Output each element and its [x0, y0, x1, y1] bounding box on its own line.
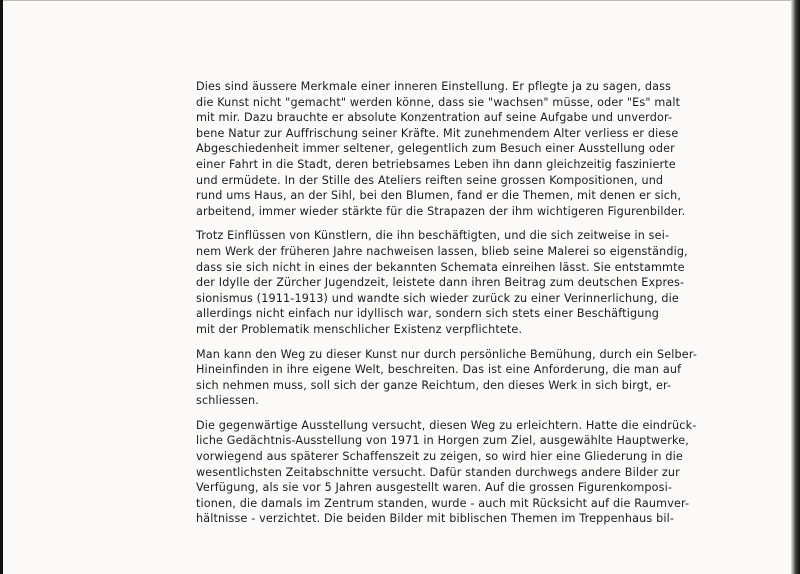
text-line: die Kunst nicht "gemacht" werden könne, dass sie "wachsen" müsse, oder "Es" malt [196, 95, 681, 109]
paragraph-4 [196, 418, 756, 527]
text-line: dass sie sich nicht in eines der bekannten Schemata einreihen lässt. Sie entstammte [196, 260, 685, 274]
text-line: sich nehmen muss, soll sich der ganze Reichtum, den dieses Werk in sich birgt, er- [196, 378, 672, 392]
paragraph-2 [196, 228, 756, 337]
text-line: Trotz Einflüssen von Künstlern, die ihn beschäftigten, und die sich zeitweise in sei- [196, 229, 670, 243]
text-line: Verfügung, als sie vor 5 Jahren ausgestellt waren. Auf die grossen Figurenkomposi- [196, 481, 673, 495]
text-line: arbeitend, immer wieder stärkte für die Strapazen der ihm wichtigeren Figurenbilder. [196, 204, 686, 218]
text-line: bene Natur zur Auffrischung seiner Kräfte. Mit zunehmendem Alter verliess er diese [196, 126, 679, 140]
text-line: Abgeschiedenheit immer seltener, gelegentlich zum Besuch einer Ausstellung oder [196, 142, 675, 156]
text-line: rund ums Haus, an der Sihl, bei den Blumen, fand er die Themen, mit denen er sich, [196, 189, 682, 203]
text-line: vorwiegend aus späterer Schaffenszeit zu zeigen, so wird hier eine Gliederung in die [196, 450, 683, 464]
text-line: einer Fahrt in die Stadt, deren betriebsames Leben ihn dann gleichzeitig faszinierte [196, 157, 676, 171]
paragraph-3 [196, 347, 756, 409]
text-line: mit der Problematik menschlicher Existenz verpflichtete. [196, 322, 523, 336]
text-line: Man kann den Weg zu dieser Kunst nur durch persönliche Bemühung, durch ein Selber- [196, 347, 698, 361]
text-line: der Idylle der Zürcher Jugendzeit, leistete dann ihren Beitrag zum deutschen Expres- [196, 276, 685, 290]
page-right-edge [791, 0, 800, 574]
page-left-edge [0, 0, 3, 574]
text-line: sionismus (1911-1913) und wandte sich wieder zurück zu einer Verinnerlichung, die [196, 291, 679, 305]
text-line: Hineinfinden in ihre eigene Welt, beschreiten. Das ist eine Anforderung, die man auf [196, 363, 682, 377]
text-line: wesentlichsten Zeitabschnitte versucht. Dafür standen durchwegs andere Bilder zur [196, 465, 680, 479]
text-line: hältnisse - verzichtet. Die beiden Bilder mit biblischen Themen im Treppenhaus bil- [196, 512, 675, 526]
text-line: liche Gedächtnis-Ausstellung von 1971 in Horgen zum Ziel, ausgewählte Hauptwerke, [196, 434, 689, 448]
body-text [196, 79, 756, 536]
text-line: allerdings nicht einfach nur idyllisch war, sondern sich stets einer Beschäftigung [196, 307, 659, 321]
text-line: Die gegenwärtige Ausstellung versucht, diesen Weg zu erleichtern. Hatte die eindrück- [196, 418, 697, 432]
paragraph-1 [196, 79, 756, 219]
text-line: und ermüdete. In der Stille des Ateliers reiften seine grossen Kompositionen, und [196, 173, 664, 187]
text-line: mit mir. Dazu brauchte er absolute Konzentration auf seine Aufgabe und unverdor- [196, 111, 673, 125]
text-line: tionen, die damals im Zentrum standen, wurde - auch mit Rücksicht auf die Raumver- [196, 496, 690, 510]
text-line: schliessen. [196, 394, 260, 408]
text-line: Dies sind äussere Merkmale einer inneren Einstellung. Er pflegte ja zu sagen, dass [196, 80, 672, 93]
text-line: nem Werk der früheren Jahre nachweisen lassen, blieb seine Malerei so eigenständig, [196, 244, 688, 258]
page-top-edge [0, 0, 800, 1]
